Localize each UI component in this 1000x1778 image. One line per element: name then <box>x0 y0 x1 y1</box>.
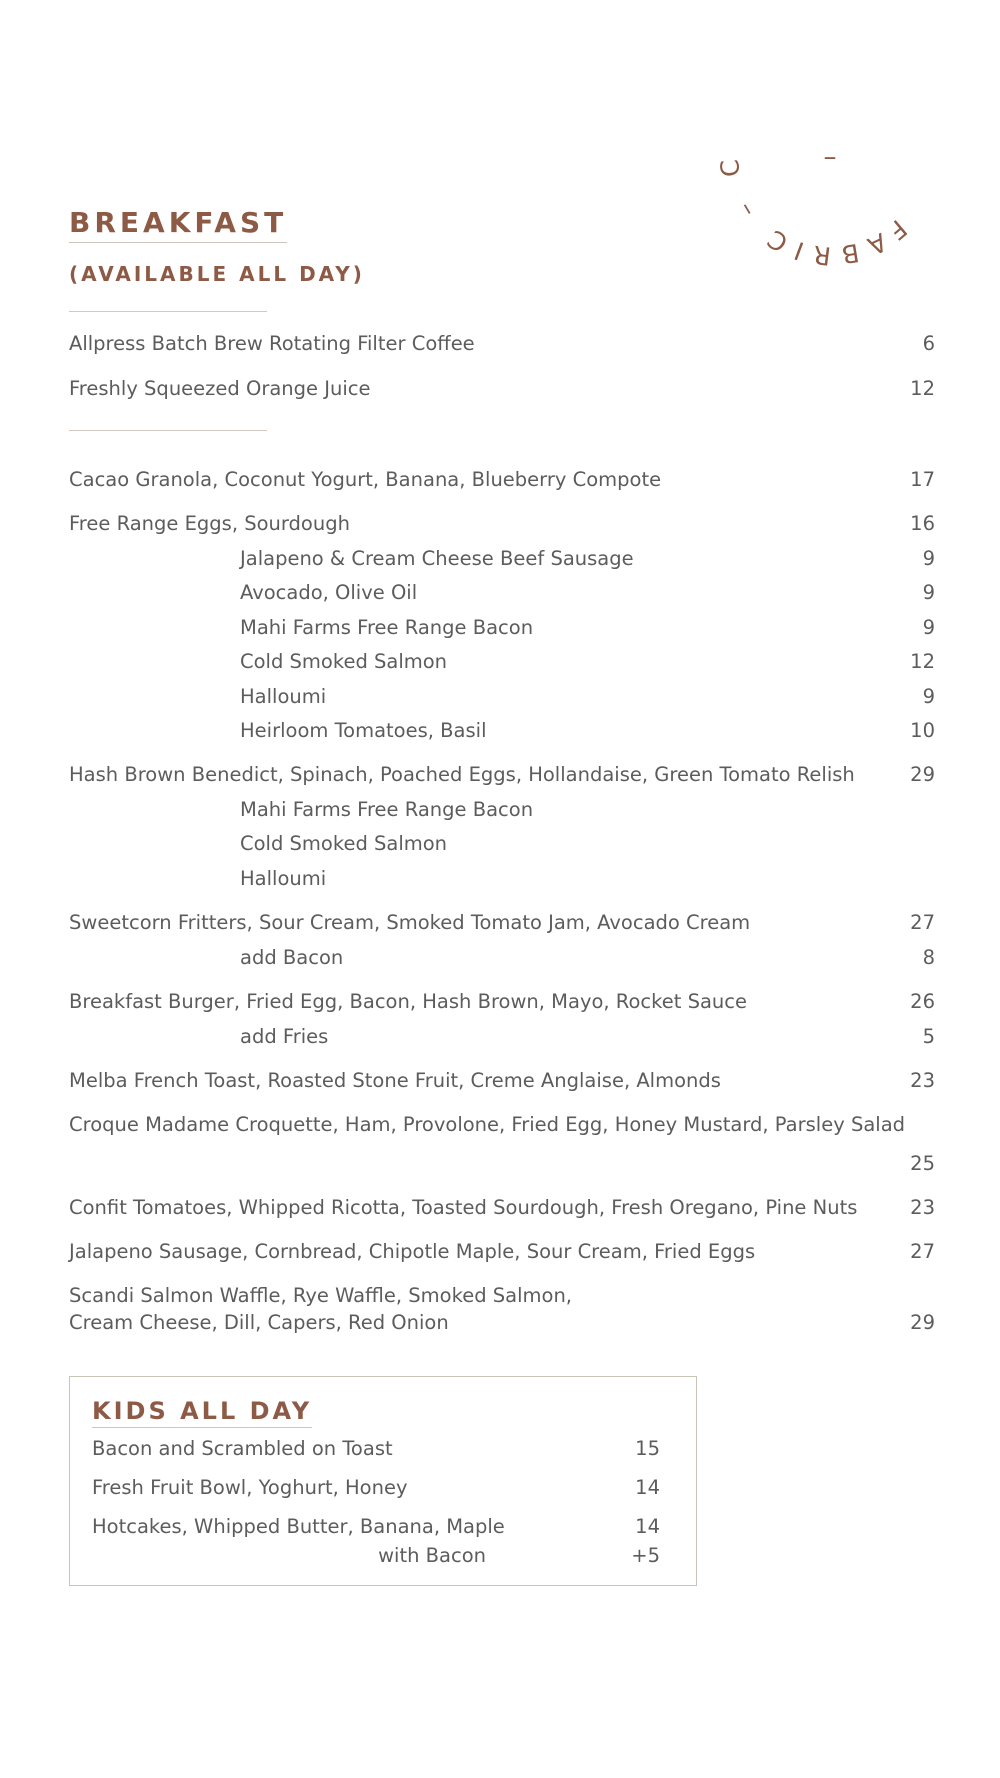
item-name: Free Range Eggs, Sourdough <box>69 512 350 535</box>
item-name: Hash Brown Benedict, Spinach, Poached Eggs, Hollandaise, Green Tomato Relish <box>69 763 855 786</box>
menu-item <box>69 1066 935 1096</box>
item-name: Confit Tomatoes, Whipped Ricotta, Toasted Sourdough, Fresh Oregano, Pine Nuts <box>69 1196 858 1219</box>
menu-item-option <box>69 829 935 859</box>
menu-item <box>69 1110 935 1140</box>
menu-item-option <box>69 943 935 973</box>
kids-item-price: 14 <box>635 1476 660 1499</box>
section-subtitle: (AVAILABLE ALL DAY) <box>69 262 365 286</box>
menu-item <box>69 465 935 495</box>
menu-item-option <box>69 716 935 746</box>
menu-item-option <box>69 795 935 825</box>
item-name: Croque Madame Croquette, Ham, Provolone, Fried Egg, Honey Mustard, Parsley Salad <box>69 1113 906 1136</box>
menu-item <box>69 1281 935 1311</box>
menu-item <box>69 374 935 404</box>
item-price: 23 <box>910 1069 935 1092</box>
kids-item <box>92 1434 660 1464</box>
divider <box>69 430 267 431</box>
item-price: 27 <box>910 911 935 934</box>
menu-item-option <box>69 578 935 608</box>
kids-addon-price: +5 <box>631 1544 660 1567</box>
item-name: Freshly Squeezed Orange Juice <box>69 377 371 400</box>
item-price: 23 <box>910 1196 935 1219</box>
kids-item <box>92 1473 660 1503</box>
option-name: Avocado, Olive Oil <box>240 581 418 604</box>
menu-item-option <box>69 1022 935 1052</box>
option-price: 9 <box>922 616 935 639</box>
menu-item <box>69 908 935 938</box>
kids-item-name: Bacon and Scrambled on Toast <box>92 1437 393 1460</box>
menu-item-option <box>69 544 935 574</box>
option-price: 9 <box>922 581 935 604</box>
item-price: 12 <box>910 377 935 400</box>
logo-center-mark: – <box>823 142 837 172</box>
kids-addon-name: with Bacon <box>378 1544 486 1567</box>
option-price: 12 <box>910 650 935 673</box>
item-name: Breakfast Burger, Fried Egg, Bacon, Hash Brown, Mayo, Rocket Sauce <box>69 990 747 1013</box>
option-name: Cold Smoked Salmon <box>240 832 448 855</box>
option-name: add Fries <box>240 1025 329 1048</box>
option-name: Halloumi <box>240 867 327 890</box>
fabric-cafe-bistro-logo <box>715 40 945 270</box>
menu-item <box>69 1308 935 1338</box>
item-name: Cacao Granola, Coconut Yogurt, Banana, Blueberry Compote <box>69 468 662 491</box>
item-price: 26 <box>910 990 935 1013</box>
item-price: 27 <box>910 1240 935 1263</box>
option-price: 5 <box>922 1025 935 1048</box>
logo-seal <box>715 40 945 270</box>
menu-item-option <box>69 613 935 643</box>
option-price: 9 <box>922 547 935 570</box>
menu-item <box>69 329 935 359</box>
menu-item <box>69 987 935 1017</box>
kids-item-addon <box>92 1541 660 1571</box>
item-name: Cream Cheese, Dill, Capers, Red Onion <box>69 1311 449 1334</box>
menu-item <box>69 1193 935 1223</box>
item-price: 29 <box>910 763 935 786</box>
section-title: BREAKFAST <box>69 206 287 243</box>
kids-item-name: Fresh Fruit Bowl, Yoghurt, Honey <box>92 1476 408 1499</box>
item-name: Allpress Batch Brew Rotating Filter Coffee <box>69 332 475 355</box>
kids-menu-box <box>69 1376 697 1586</box>
option-name: Heirloom Tomatoes, Basil <box>240 719 487 742</box>
item-price: 17 <box>910 468 935 491</box>
option-price: 10 <box>910 719 935 742</box>
menu-item <box>69 760 935 790</box>
option-name: Mahi Farms Free Range Bacon <box>240 798 534 821</box>
option-name: Halloumi <box>240 685 327 708</box>
item-price: 6 <box>922 332 935 355</box>
menu-item-price-line <box>69 1149 935 1179</box>
item-name: Scandi Salmon Waffle, Rye Waffle, Smoked Salmon, <box>69 1284 573 1307</box>
kids-item-name: Hotcakes, Whipped Butter, Banana, Maple <box>92 1515 505 1538</box>
option-name: add Bacon <box>240 946 344 969</box>
divider <box>69 311 267 312</box>
item-name: Jalapeno Sausage, Cornbread, Chipotle Maple, Sour Cream, Fried Eggs <box>69 1240 756 1263</box>
option-price: 8 <box>922 946 935 969</box>
option-name: Cold Smoked Salmon <box>240 650 448 673</box>
menu-item-option <box>69 682 935 712</box>
logo-ring-text: FABRIC – C <box>715 149 913 270</box>
menu-item-option <box>69 864 935 894</box>
item-name: Sweetcorn Fritters, Sour Cream, Smoked Tomato Jam, Avocado Cream <box>69 911 751 934</box>
kids-item-price: 15 <box>635 1437 660 1460</box>
menu-item <box>69 509 935 539</box>
kids-item-price: 14 <box>635 1515 660 1538</box>
kids-title: KIDS ALL DAY <box>92 1397 312 1428</box>
menu-item-option <box>69 647 935 677</box>
item-price: 25 <box>910 1152 935 1175</box>
item-price: 16 <box>910 512 935 535</box>
option-price: 9 <box>922 685 935 708</box>
kids-item <box>92 1512 660 1542</box>
option-name: Mahi Farms Free Range Bacon <box>240 616 534 639</box>
item-price: 29 <box>910 1311 935 1334</box>
option-name: Jalapeno & Cream Cheese Beef Sausage <box>240 547 634 570</box>
menu-item <box>69 1237 935 1267</box>
item-name: Melba French Toast, Roasted Stone Fruit, Creme Anglaise, Almonds <box>69 1069 721 1092</box>
